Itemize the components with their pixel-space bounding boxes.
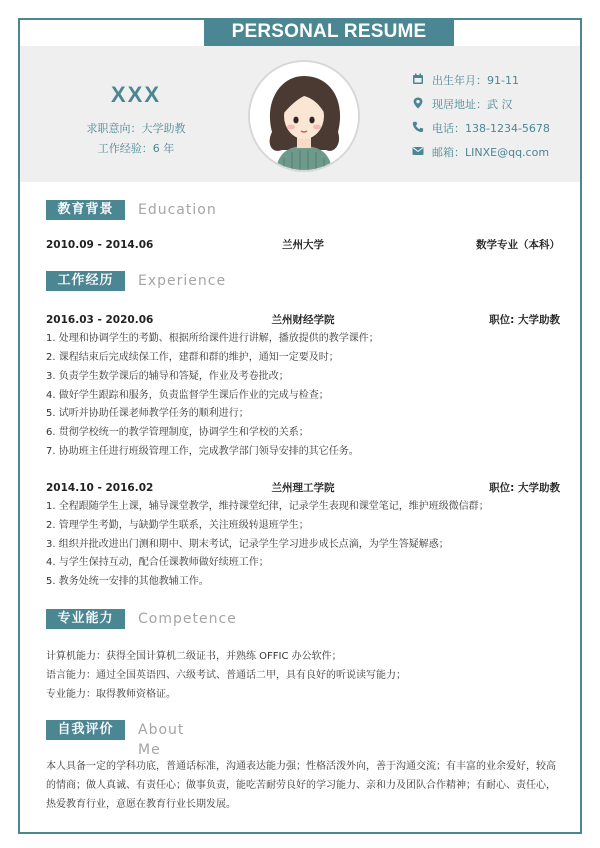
job-duty: 2. 课程结束后完成续保工作，建群和群的维护，通知一定要及时； <box>46 352 339 363</box>
job-period: 2016.03 - 2020.06 <box>46 314 154 326</box>
section-label: 工作经历 <box>46 271 125 291</box>
education-row <box>46 237 560 253</box>
section-label-en: About Me <box>138 722 185 758</box>
skill-line: 语言能力：通过全国英语四、六级考试、普通话二甲，具有良好的听说读写能力； <box>46 670 406 681</box>
job-company: 兰州理工学院 <box>271 482 335 494</box>
job-duty: 3. 负责学生数学课后的辅导和答疑，作业及考卷批改； <box>46 371 289 382</box>
mail-icon <box>412 145 426 160</box>
section-label-en: Education <box>138 202 217 218</box>
job-duty: 6. 贯彻学校统一的教学管理制度，协调学生和学校的关系； <box>46 427 309 438</box>
job-duty: 1. 处理和协调学生的考勤、根据所给课件进行讲解，播放提供的教学课件； <box>46 333 379 344</box>
job-duty: 1. 全程跟随学生上课，辅导课堂教学，维持课堂纪律，记录学生表现和课堂笔记，维护班级微信群； <box>46 501 489 512</box>
job-period: 2014.10 - 2016.02 <box>46 482 154 494</box>
profile-header <box>20 46 580 182</box>
job-row <box>46 312 560 328</box>
section-label: 教育背景 <box>46 200 125 220</box>
avatar <box>248 60 360 172</box>
job-duty: 4. 与学生保持互动，配合任课教师做好续班工作； <box>46 557 269 568</box>
contact-email: 邮箱：LINXE@qq.com <box>412 144 549 160</box>
section-label-en: Competence <box>138 611 237 627</box>
job-duty: 7. 协助班主任进行班级管理工作，完成教学部门领导安排的其它任务。 <box>46 446 359 457</box>
education-period: 2010.09 - 2014.06 <box>46 239 154 251</box>
education-major: 数学专业（本科） <box>476 239 560 251</box>
section-label: 专业能力 <box>46 609 125 629</box>
work-experience-years: 工作经验：6 年 <box>97 142 175 155</box>
calendar-icon <box>412 73 426 88</box>
job-row <box>46 480 560 496</box>
job-company: 兰州财经学院 <box>271 314 335 326</box>
section-label-en: Experience <box>138 273 227 289</box>
contact-birthdate: 出生年月：91-11 <box>412 72 519 88</box>
job-duty: 5. 试听并协助任课老师教学任务的顺利进行； <box>46 408 249 419</box>
skill-line: 专业能力：取得教师资格证。 <box>46 689 176 700</box>
location-pin-icon <box>412 97 426 112</box>
page-title: PERSONAL RESUME <box>204 18 454 46</box>
skill-line: 计算机能力：获得全国计算机二级证书，并熟练 OFFIC 办公软件； <box>46 651 342 662</box>
self-evaluation-text: 本人具备一定的学科功底，普通话标准，沟通表达能力强；性格活泼外向，善于沟通交流；有丰富的业余爱好，较高的情商；做人真诚、有责任心；做事负责，能吃苦耐劳良好的学习能力、亲和力及团队合作精神；有耐心、责任心，热爱教育行业，意愿在教育行业长期发展。 <box>46 761 556 810</box>
contact-address: 现居地址：武 汉 <box>412 96 513 112</box>
job-duty: 3. 组织并批改进出门测和期中、期末考试，记录学生学习进步成长点滴，为学生答疑解惑； <box>46 539 449 550</box>
job-duty: 5. 教务处统一安排的其他教辅工作。 <box>46 576 209 587</box>
phone-icon <box>412 121 426 136</box>
job-duty: 2. 管理学生考勤，与缺勤学生联系，关注班级转退班学生； <box>46 520 309 531</box>
contact-phone: 电话：138-1234-5678 <box>412 120 550 136</box>
job-position: 职位: 大学助教 <box>489 482 560 494</box>
section-label: 自我评价 <box>46 720 125 740</box>
candidate-name: XXX <box>110 82 162 107</box>
education-school: 兰州大学 <box>282 239 324 251</box>
job-position: 职位: 大学助教 <box>489 314 560 326</box>
avatar-illustration <box>250 62 358 170</box>
job-duty: 4. 做好学生跟踪和服务，负责监督学生课后作业的完成与检查； <box>46 390 329 401</box>
job-intent: 求职意向：大学助教 <box>86 122 186 135</box>
